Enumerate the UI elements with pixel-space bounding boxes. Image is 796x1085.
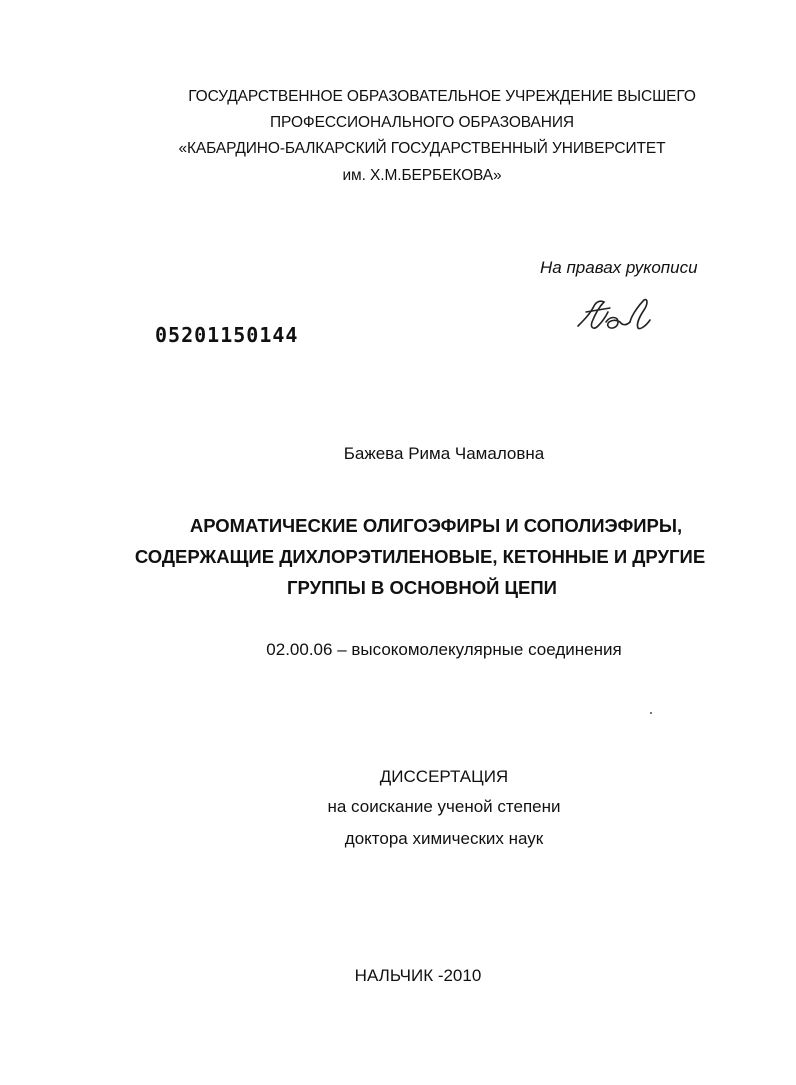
catalog-number: 05201150144 — [155, 323, 299, 347]
author-name: Бажева Рима Чамаловна — [343, 444, 545, 463]
specialty: 02.00.06 – высокомолекулярные соединения — [266, 640, 622, 659]
institution-line-2: ПРОФЕССИОНАЛЬНОГО ОБРАЗОВАНИЯ — [270, 114, 574, 131]
degree-line-2: доктора химических наук — [344, 829, 544, 848]
scan-speck — [650, 712, 652, 714]
institution-line-4: им. Х.М.БЕРБЕКОВА» — [342, 167, 502, 184]
manuscript-note: На правах рукописи — [540, 258, 698, 277]
title-line-3: ГРУППЫ В ОСНОВНОЙ ЦЕПИ — [287, 577, 557, 598]
place-year: НАЛЬЧИК -2010 — [354, 966, 482, 985]
signature-icon — [570, 292, 666, 340]
institution-line-1: ГОСУДАРСТВЕННОЕ ОБРАЗОВАТЕЛЬНОЕ УЧРЕЖДЕНИЕ ВЫСШЕГО — [188, 88, 696, 105]
dissertation-heading: ДИССЕРТАЦИЯ — [379, 767, 509, 786]
institution-line-3: «КАБАРДИНО-БАЛКАРСКИЙ ГОСУДАРСТВЕННЫЙ УНИВЕРСИТЕТ — [178, 140, 666, 157]
title-line-2: СОДЕРЖАЩИЕ ДИХЛОРЭТИЛЕНОВЫЕ, КЕТОННЫЕ И ДРУГИЕ — [134, 546, 706, 567]
degree-line-1: на соискание ученой степени — [327, 797, 561, 816]
title-line-1: АРОМАТИЧЕСКИЕ ОЛИГОЭФИРЫ И СОПОЛИЭФИРЫ, — [189, 515, 683, 536]
